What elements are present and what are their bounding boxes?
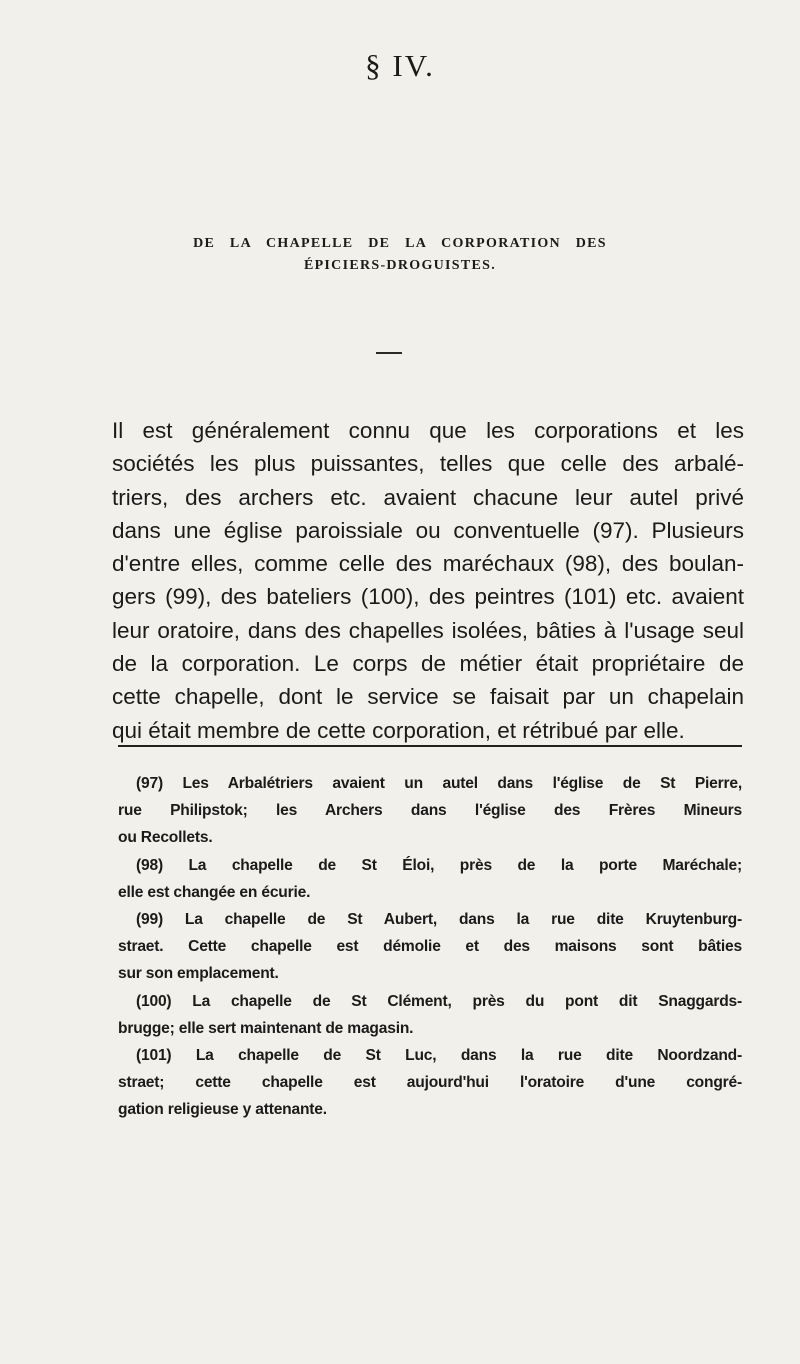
footnote-line: (99) La chapelle de St Aubert, dans la rue dite Kruytenburg-	[136, 911, 742, 929]
footnote-line: (98) La chapelle de St Éloi, près de la porte Maréchale;	[136, 856, 742, 874]
body-line: d'entre elles, comme celle des maréchaux (98), des boulan-	[112, 551, 744, 577]
footnote-line: straet. Cette chapelle est démolie et des maisons sont bâties	[118, 938, 742, 956]
footnote-line: brugge; elle sert maintenant de magasin.	[118, 1019, 414, 1037]
heading-separator	[376, 352, 402, 354]
footnote-line: (101) La chapelle de St Luc, dans la rue dite Noordzand-	[136, 1047, 742, 1065]
section-number: § IV.	[365, 48, 435, 83]
footnote-line: elle est changée en écurie.	[118, 883, 311, 901]
body-line: gers (99), des bateliers (100), des peintres (101) etc. avaient	[112, 584, 744, 610]
chapter-heading-line-2: ÉPICIERS-DROGUISTES.	[303, 258, 497, 273]
body-line: cette chapelle, dont le service se faisait par un chapelain	[112, 684, 744, 710]
body-line: dans une église paroissiale ou conventuelle (97). Plusieurs	[112, 517, 744, 543]
footnote-line: ou Recollets.	[118, 829, 213, 847]
body-line: Il est généralement connu que les corporations et les	[112, 418, 744, 443]
body-line: leur oratoire, dans des chapelles isolées, bâties à l'usage seul	[112, 617, 744, 643]
footnote-rule	[118, 745, 742, 747]
body-line: de la corporation. Le corps de métier était propriétaire de	[112, 651, 744, 677]
body-line: triers, des archers etc. avaient chacune leur autel privé	[112, 484, 744, 510]
body-paragraph	[112, 414, 744, 747]
footnote-line: straet; cette chapelle est aujourd'hui l'oratoire d'une congré-	[118, 1074, 742, 1092]
body-line: qui était membre de cette corporation, et rétribué par elle.	[112, 717, 685, 743]
footnote-line: (100) La chapelle de St Clément, près du pont dit Snaggards-	[136, 992, 742, 1010]
footnote-line: (97) Les Arbalétriers avaient un autel dans l'église de St Pierre,	[136, 775, 742, 792]
body-line: sociétés les plus puissantes, telles que celle des arbalé-	[112, 451, 744, 477]
footnote-line: gation religieuse y attenante.	[118, 1101, 327, 1119]
footnote-line: rue Philipstok; les Archers dans l'église des Frères Mineurs	[118, 802, 742, 820]
footnotes	[118, 770, 742, 1124]
footnote-line: sur son emplacement.	[118, 965, 279, 983]
chapter-heading-line-1: DE LA CHAPELLE DE LA CORPORATION DES	[193, 236, 607, 251]
